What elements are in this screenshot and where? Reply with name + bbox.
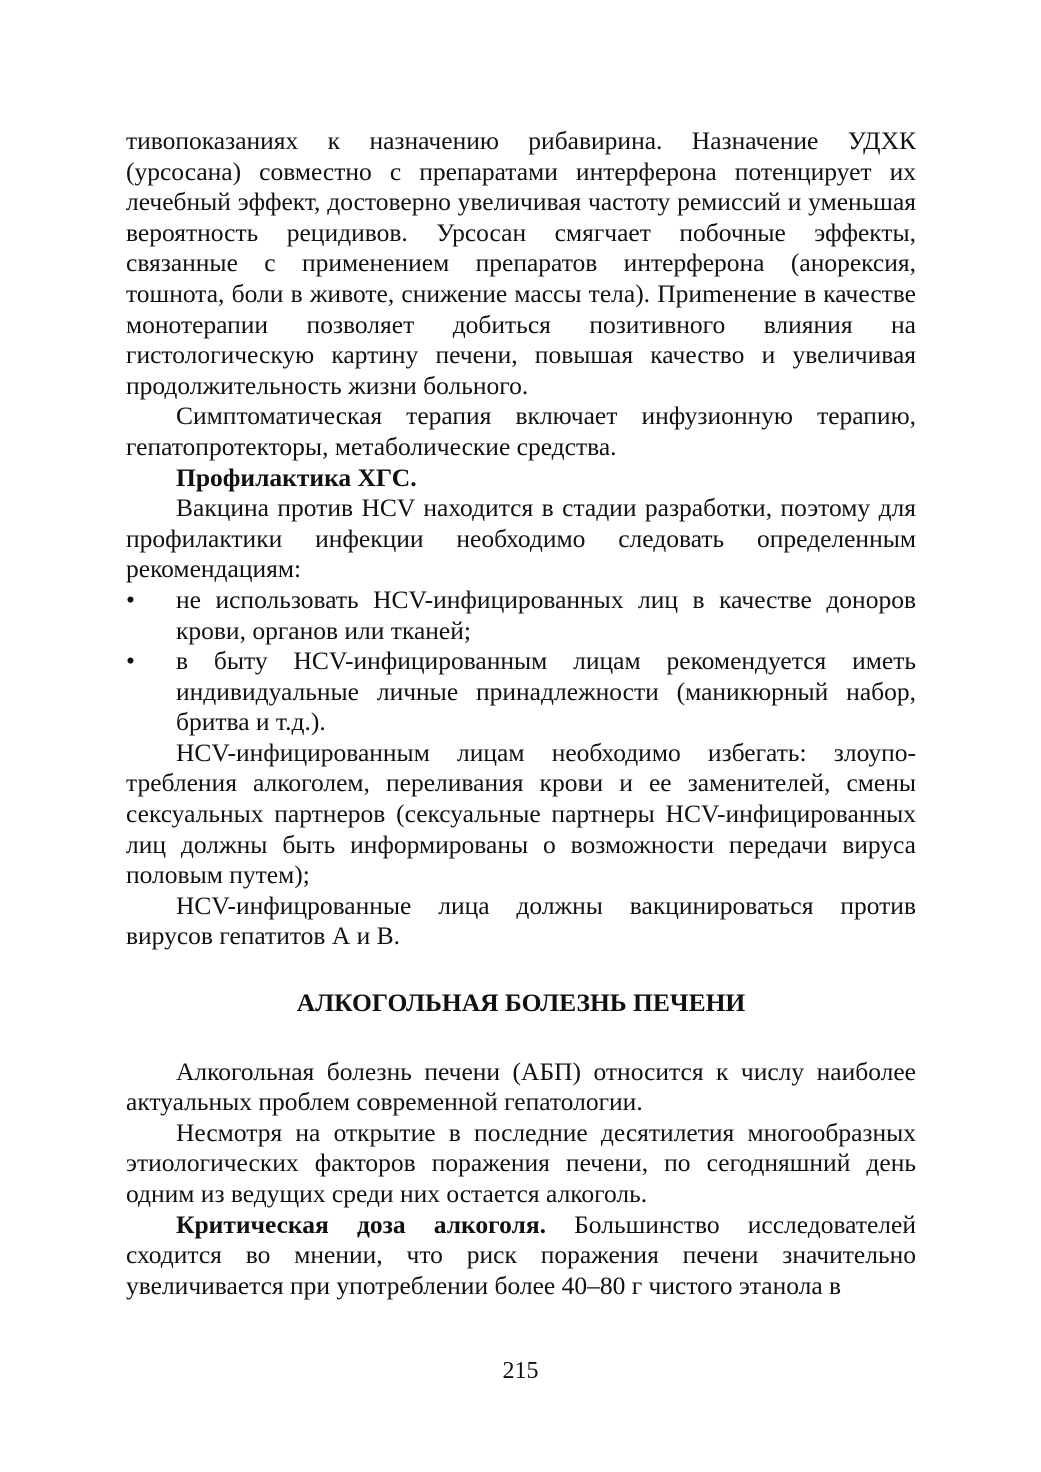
paragraph-hcv-vaccination: HCV-инфицрованные лица должны вакцинироваться против вирусов гепатитов А и В. <box>126 890 916 951</box>
paragraph-abp-intro: Алкогольная болезнь печени (АБП) относится к числу наиболее актуальных проблем современной гепатологии. <box>126 1056 916 1117</box>
paragraph-etiology: Несмотря на открытие в последние десятилетия многообразных этиологических факторов поражения печени, по сегодняшний день одним из ведущих среди них остается алкоголь. <box>126 1117 916 1208</box>
section-title: АЛКОГОЛЬНАЯ БОЛЕЗНЬ ПЕЧЕНИ <box>296 988 746 1018</box>
critical-dose-text: Большинство исследователей сходится во мнении, что риск поражения печени значительно увеличивается при употреблении более 40–80 г чистого этанола в <box>126 1209 916 1300</box>
bullet-icon: • <box>126 584 135 614</box>
list-item <box>126 585 916 646</box>
list-item <box>126 646 916 738</box>
page-number: 215 <box>502 1358 539 1384</box>
paragraph-symptomatic-therapy: Симптоматическая терапия включает инфузионную терапию, гепатопротекторы, метаболические средства. <box>126 401 916 461</box>
paragraph-ribavirin-ursosan: тивопоказаниях к назначению рибавирина. Назначение УДХК (урсосана) совместно с препаратами интерферона потенцирует их лечебный эффект, достоверно увеличивая частоту ремиссий и уменьшая вероятность рецидивов. Урсосан смягчает побочные эффекты, связанные с применением препаратов интерферона (анорексия, тошнота, боли в животе, снижение массы тела). Приmенение в качестве монотерапии позволяет добиться позитивного влияния на гистологическую картину печени, повышая качество и увеличивая продолжительность жизни больного. <box>126 126 916 400</box>
critical-dose-heading: Критическая доза алкоголя. <box>176 1209 546 1239</box>
recommendations-list <box>126 585 916 738</box>
bullet-icon: • <box>126 646 135 676</box>
page-text-body <box>126 126 916 1301</box>
subheading-prophylaxis: Профилактика ХГС. <box>176 462 417 492</box>
list-item-text: в быту HCV-инфицированным лицам рекомендуется иметь индивидуальные личные принадлежности (маникюрный набор, бритва и т.д.). <box>176 646 916 737</box>
paragraph-vaccine: Вакцина против HCV находится в стадии разработки, поэтому для профилактики инфекции необходимо следовать определенным рекомендациям: <box>126 493 916 584</box>
list-item-text: не использовать HCV-инфицированных лиц в качестве доноров крови, органов или тканей; <box>176 584 916 645</box>
paragraph-hcv-avoid: HCV-инфицированным лицам необходимо избегать: злоупотребления алкоголем, переливания крови и ее заменителей, смены сексуальных партнеров (сексуальные партнеры HCV-инфицированных лиц должны быть информированы о возможности передачи вируса половым путем); <box>126 737 916 890</box>
paragraph-critical-dose <box>126 1210 916 1302</box>
